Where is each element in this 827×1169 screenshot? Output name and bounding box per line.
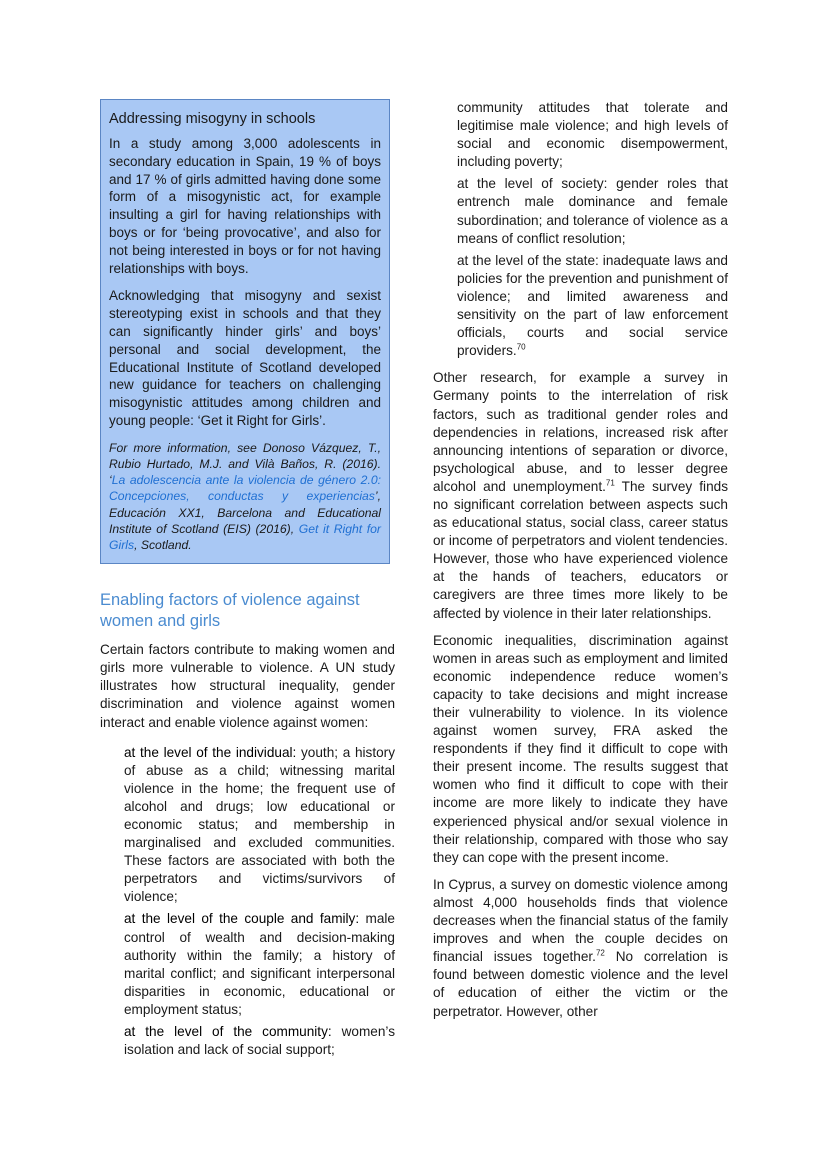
body-paragraph: [433, 369, 728, 622]
right-column: [433, 99, 728, 1021]
body-paragraph: Certain factors contribute to making women and girls more vulnerable to violence. A UN study illustrates how structural inequality, gender discrimination and violence against women interact and enable violence against women:: [100, 642, 395, 730]
list-item-continued: community attitudes that tolerate and legitimise male violence; and high levels of social and economic disempowerment, including poverty;: [457, 100, 728, 170]
note-text: For more information, see Donoso Vázquez, T., Rubio Hurtado, M.J. and Vilà Baños, R. (2016). ‘: [109, 440, 381, 488]
info-box: [100, 99, 390, 564]
item-lead: at the level of the community:: [124, 1024, 332, 1040]
paragraph-text: The survey finds no significant correlation between aspects such as educational status, social class, career status or income of perpetrators and violent tendencies. However, those who have experienced violence at the hands of teachers, educators or caregivers are three times more likely to be affected by violence in their later relationships.: [433, 478, 728, 621]
item-text: male control of wealth and decision-making authority within the family; a history of marital conflict; and significant interpersonal disparities in economic, educational or employment status;: [124, 911, 395, 1017]
section-title: Enabling factors of violence against women and girls: [100, 591, 360, 631]
box-paragraph: In a study among 3,000 adolescents in secondary education in Spain, 19 % of boys and 17 % of girls admitted having done some form of a misogynistic act, for example insulting a girl for having relationships with boys or for ‘being provocative’, and also for not being interested in boys or for not having relationships with boys.: [109, 136, 381, 276]
item-lead: at the level of the couple and family:: [124, 911, 360, 927]
list-item: [457, 175, 728, 247]
note-text: , Scotland.: [134, 537, 192, 552]
footnote-ref[interactable]: 71: [605, 478, 615, 488]
list-item: [124, 910, 395, 1019]
source-link[interactable]: La adolescencia ante la violencia de género 2.0: Concepciones, conductas y experiencias: [109, 473, 381, 504]
list-item: [124, 1023, 395, 1059]
body-paragraph: Economic inequalities, discrimination against women in areas such as employment and limited economic independence reduce women’s capacity to take decisions and might increase their vulnerability to violence. In its violence against women survey, FRA asked the respondents if they find it difficult to cope with their present income. The results suggest that women who find it difficult to cope with their income are more likely to indicate they have experienced physical and/or sexual violence in their relationship, compared with those who say they can cope with the present income.: [433, 632, 728, 865]
item-text: inadequate laws and policies for the prevention and punishment of violence; and limited awareness and sensitivity on the part of law enforcement officials, courts and social service providers.: [457, 252, 728, 359]
box-note: [109, 440, 381, 553]
footnote-ref[interactable]: 70: [516, 342, 526, 352]
list-item: [124, 744, 395, 907]
factor-list: [100, 744, 395, 1060]
item-text: gender roles that entrench male dominance and female subordination; and tolerance of violence as a means of conflict resolution;: [457, 176, 728, 246]
paragraph-text: In Cyprus, a survey on domestic violence among almost 4,000 households finds that violence decreases when the financial status of the family improves and when the couple decides on financial issues together.: [433, 876, 728, 965]
footnote-ref[interactable]: 72: [595, 948, 605, 958]
box-paragraph: Acknowledging that misogyny and sexist stereotyping exist in schools and that they can significantly hinder girls’ and boys’ personal and social development, the Educational Institute of Scotland developed new guidance for teachers on challenging misogynistic attitudes among children and young people: ‘Get it Right for Girls’.: [109, 288, 381, 428]
note-text: ’, Educación XX1, Barcelona and Educational Institute of Scotland (EIS) (2016),: [109, 489, 381, 536]
box-title: Addressing misogyny in schools: [109, 111, 316, 127]
paragraph-text: Other research, for example a survey in Germany points to the interrelation of risk factors, such as traditional gender roles and dependencies in relations, increased risk after announcing intentions of separation or divorce, psychological abuse, and to lesser degree alcohol and unemployment.: [433, 370, 728, 494]
paragraph-text: No correlation is found between domestic violence and the level of education of either the victim or the perpetrator. However, other: [433, 949, 728, 1019]
source-link[interactable]: Get it Right for Girls: [109, 521, 381, 552]
body-paragraph: [433, 876, 728, 1021]
list-item: [457, 252, 728, 361]
item-lead: at the level of the individual:: [124, 744, 297, 760]
item-lead: at the level of the state:: [457, 252, 599, 268]
item-text: women’s isolation and lack of social support;: [124, 1024, 395, 1058]
left-column: [100, 99, 395, 1059]
item-text: youth; a history of abuse as a child; witnessing marital violence in the home; the frequent use of alcohol and drugs; low educational or economic status; and membership in marginalised and excluded communities. These factors are associated with both the perpetrators and victims/survivors of violence;: [124, 744, 395, 905]
item-lead: at the level of society:: [457, 176, 608, 192]
